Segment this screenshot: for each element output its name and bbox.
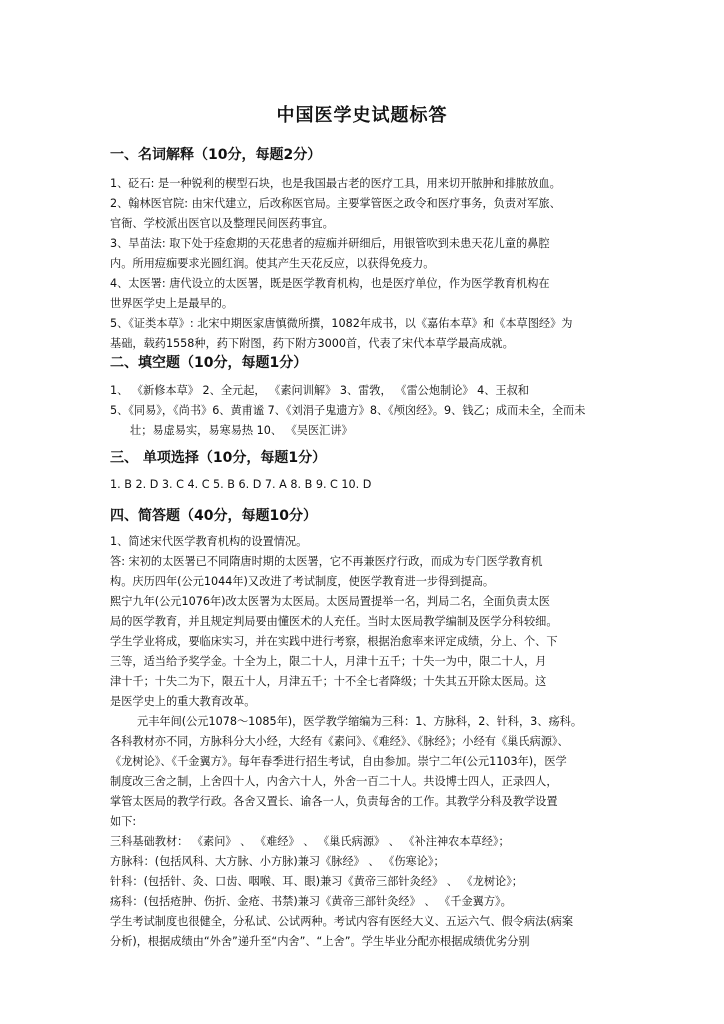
short-answer-line: 熙宁九年(公元1076年)改太医署为太医局。太医局置提举一名，判局二名，全面负责太医 bbox=[110, 595, 550, 608]
short-answer-line: 学生考试制度也很健全，分私试、公试两种。考试内容有医经大义、五运六气、假令病法(病案 bbox=[110, 915, 574, 928]
definition-line: 2、翰林医官院: 由宋代建立，后改称医官局。主要掌管医之政令和医疗事务，负责对军旅、 bbox=[110, 197, 561, 210]
definition-line: 5、《证类本草》: 北宋中期医家唐慎微所撰，1082年成书，以《嘉佑本草》和《本草图经》为 bbox=[110, 317, 573, 330]
document-title: 中国医学史试题标答 bbox=[276, 105, 448, 126]
short-answer-line: 三等，适当给予奖学金。十全为上，限二十人，月津十五千；十失一为中，限二十人，月 bbox=[110, 655, 547, 668]
short-answer-line: 三科基础教材： 《素问》 、 《难经》 、 《巢氏病源》 、 《补注神农本草经》； bbox=[110, 835, 510, 848]
short-answer-line: 是医学史上的重大教育改革。 bbox=[110, 695, 256, 708]
short-answer-line: 各科教材亦不同，方脉科分大小经，大经有《素问》、《难经》、《脉经》；小经有《巢氏病源》、 bbox=[110, 735, 569, 748]
short-answer-line: 1、简述宋代医学教育机构的设置情况。 bbox=[110, 535, 308, 548]
short-answer-line: 疡科：(包括疮肿、伤折、金疮、书禁)兼习《黄帝三部针灸经》 、 《千金翼方》。 bbox=[110, 895, 512, 908]
section-heading-fill-blank: 二、填空题（10分，每题1分） bbox=[110, 355, 308, 371]
definition-line: 3、旱苗法: 取下处于痊愈期的天花患者的痘痂并研细后，用银管吹到未患天花儿童的鼻腔 bbox=[110, 237, 550, 250]
definition-line: 世界医学史上是最早的。 bbox=[110, 297, 234, 310]
section-heading-definitions: 一、名词解释（10分，每题2分） bbox=[110, 147, 322, 163]
short-answer-line: 学生学业将成，要临床实习，并在实践中进行考察，根据治愈率来评定成绩，分上、个、下 bbox=[110, 635, 558, 648]
short-answer-line: 如下: bbox=[110, 815, 137, 828]
definition-line: 4、太医署: 唐代设立的太医署，既是医学教育机构，也是医疗单位，作为医学教育机构在 bbox=[110, 277, 550, 290]
definition-line: 基础，载药1558种，药下附图，药下附方3000首，代表了宋代本草学最高成就。 bbox=[110, 337, 514, 350]
short-answer-line: 针科：(包括针、灸、口齿、咽喉、耳、眼)兼习《黄帝三部针灸经》 、 《龙树论》； bbox=[110, 875, 523, 888]
short-answer-line: 《龙树论》、《千金翼方》。每年春季进行招生考试，自由参加。崇宁二年(公元1103年)，医学 bbox=[110, 755, 567, 768]
short-answer-line: 元丰年间(公元1078～1085年)，医学教学缩编为三科：1、方脉科，2、针科，3、疡科。 bbox=[137, 715, 583, 728]
short-answer-line: 构。庆历四年(公元1044年)又改进了考试制度，使医学教育进一步得到提高。 bbox=[110, 575, 495, 588]
definition-line: 官衙、学校派出医官以及整理民间医药事宜。 bbox=[110, 217, 334, 230]
fill-blank-line: 1、 《新修本草》 2、全元起， 《素问训解》 3、雷敩， 《雷公炮制论》 4、王叔和 bbox=[110, 384, 529, 397]
fill-blank-line: 壮；易虚易实，易寒易热 10、 《吴医汇讲》 bbox=[130, 424, 353, 437]
short-answer-line: 局的医学教育，并且规定判局要由懂医术的人充任。当时太医局教学编制及医学分科较细。 bbox=[110, 615, 558, 628]
short-answer-line: 制度改三舍之制，上舍四十人，内舍六十人，外舍一百二十人。共设博士四人，正录四人， bbox=[110, 775, 558, 788]
short-answer-line: 分析)，根据成绩由“外舍”递升至“内舍”、“上舍”。学生毕业分配亦根据成绩优劣分别 bbox=[110, 935, 530, 948]
definition-line: 1、砭石: 是一种锐利的楔型石块，也是我国最古老的医疗工具，用来切开脓肿和排脓放血。 bbox=[110, 177, 561, 190]
short-answer-line: 方脉科：(包括风科、大方脉、小方脉)兼习《脉经》 、 《伤寒论》； bbox=[110, 855, 445, 868]
short-answer-line: 津十千；十失二为下，限五十人，月津五千；十不全七者降级；十失其五开除太医局。这 bbox=[110, 675, 547, 688]
section-heading-multiple-choice: 三、 单项选择（10分，每题1分） bbox=[110, 450, 327, 466]
fill-blank-line: 5、《同易》，《尚书》6、黄甫谧 7、《刘涓子鬼遗方》8、《颅囟经》。9、钱乙；成而未全，全而未 bbox=[110, 404, 586, 417]
multiple-choice-answers: 1. B 2. D 3. C 4. C 5. B 6. D 7. A 8. B 9. C 10. D bbox=[110, 478, 372, 491]
short-answer-line: 掌管太医局的教学行政。各舍又置长、谕各一人，负责每舍的工作。其教学分科及教学设置 bbox=[110, 795, 558, 808]
section-heading-short-answer: 四、简答题（40分，每题10分） bbox=[110, 508, 317, 524]
short-answer-line: 答: 宋初的太医署已不同隋唐时期的太医署，它不再兼医疗行政，而成为专门医学教育机 bbox=[110, 555, 543, 568]
definition-line: 内。所用痘痂要求光圆红润。使其产生天花反应，以获得免疫力。 bbox=[110, 257, 435, 270]
